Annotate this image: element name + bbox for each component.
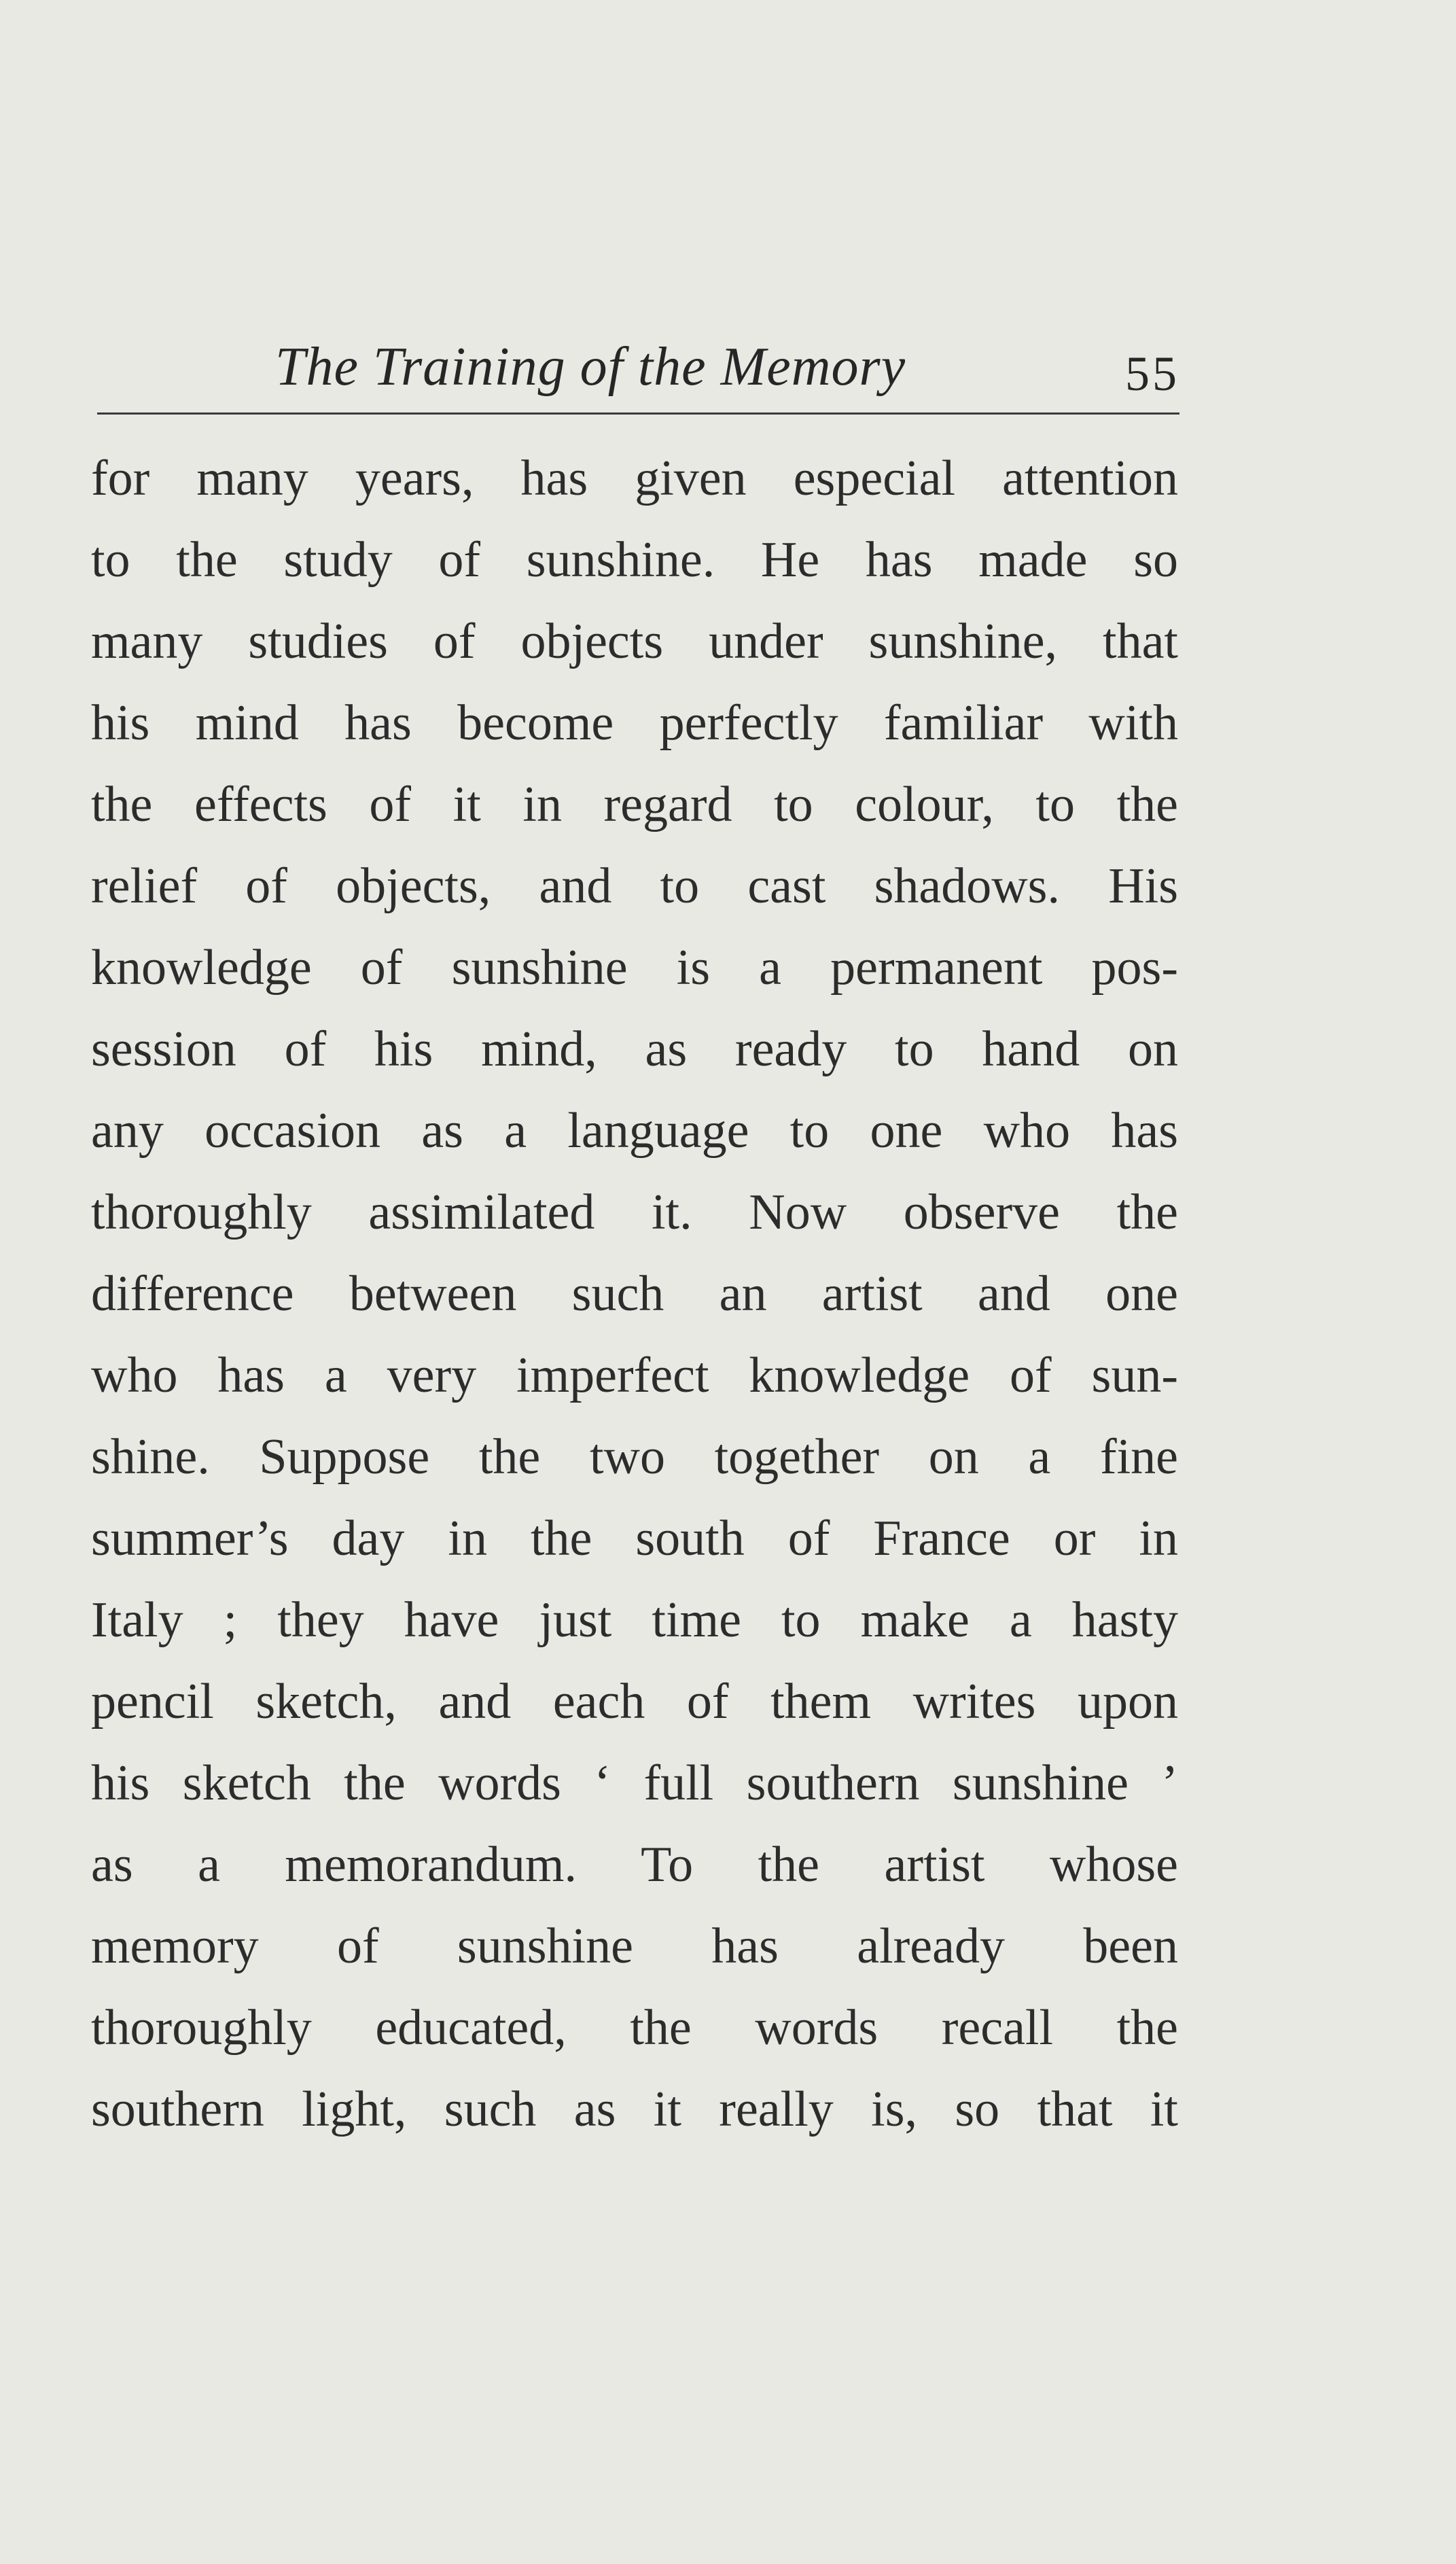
text-line: who has a very imperfect knowledge of sun- xyxy=(91,1348,1178,1403)
page-number: 55 xyxy=(1125,347,1179,401)
text-line: to the study of sunshine. He has made so xyxy=(91,532,1178,588)
text-line: relief of objects, and to cast shadows. His xyxy=(91,858,1178,914)
text-line: Italy ; they have just time to make a hasty xyxy=(91,1592,1178,1648)
text-line: many studies of objects under sunshine, that xyxy=(91,614,1178,669)
text-line: thoroughly educated, the words recall the xyxy=(91,2000,1178,2056)
text-line: knowledge of sunshine is a permanent pos- xyxy=(91,940,1178,996)
running-title: The Training of the Memory xyxy=(275,337,906,397)
text-line: the effects of it in regard to colour, to the xyxy=(91,777,1178,832)
running-head xyxy=(97,319,1179,401)
text-line: any occasion as a language to one who has xyxy=(91,1103,1178,1159)
text-line: as a memorandum. To the artist whose xyxy=(91,1837,1178,1893)
header-rule xyxy=(97,412,1179,415)
body-text xyxy=(91,438,1178,2150)
text-line: difference between such an artist and one xyxy=(91,1266,1178,1322)
text-line: shine. Suppose the two together on a fine xyxy=(91,1429,1178,1485)
text-line: his mind has become perfectly familiar with xyxy=(91,695,1178,751)
text-line: pencil sketch, and each of them writes upon xyxy=(91,1674,1178,1729)
text-line: southern light, such as it really is, so that it xyxy=(91,2082,1178,2137)
text-line: his sketch the words ‘ full southern sunshine ’ xyxy=(91,1755,1178,1811)
text-line: memory of sunshine has already been xyxy=(91,1918,1178,1974)
text-line: session of his mind, as ready to hand on xyxy=(91,1021,1178,1077)
text-line: summer’s day in the south of France or in xyxy=(91,1511,1178,1566)
text-line: for many years, has given especial attention xyxy=(91,451,1178,506)
text-line: thoroughly assimilated it. Now observe the xyxy=(91,1184,1178,1240)
